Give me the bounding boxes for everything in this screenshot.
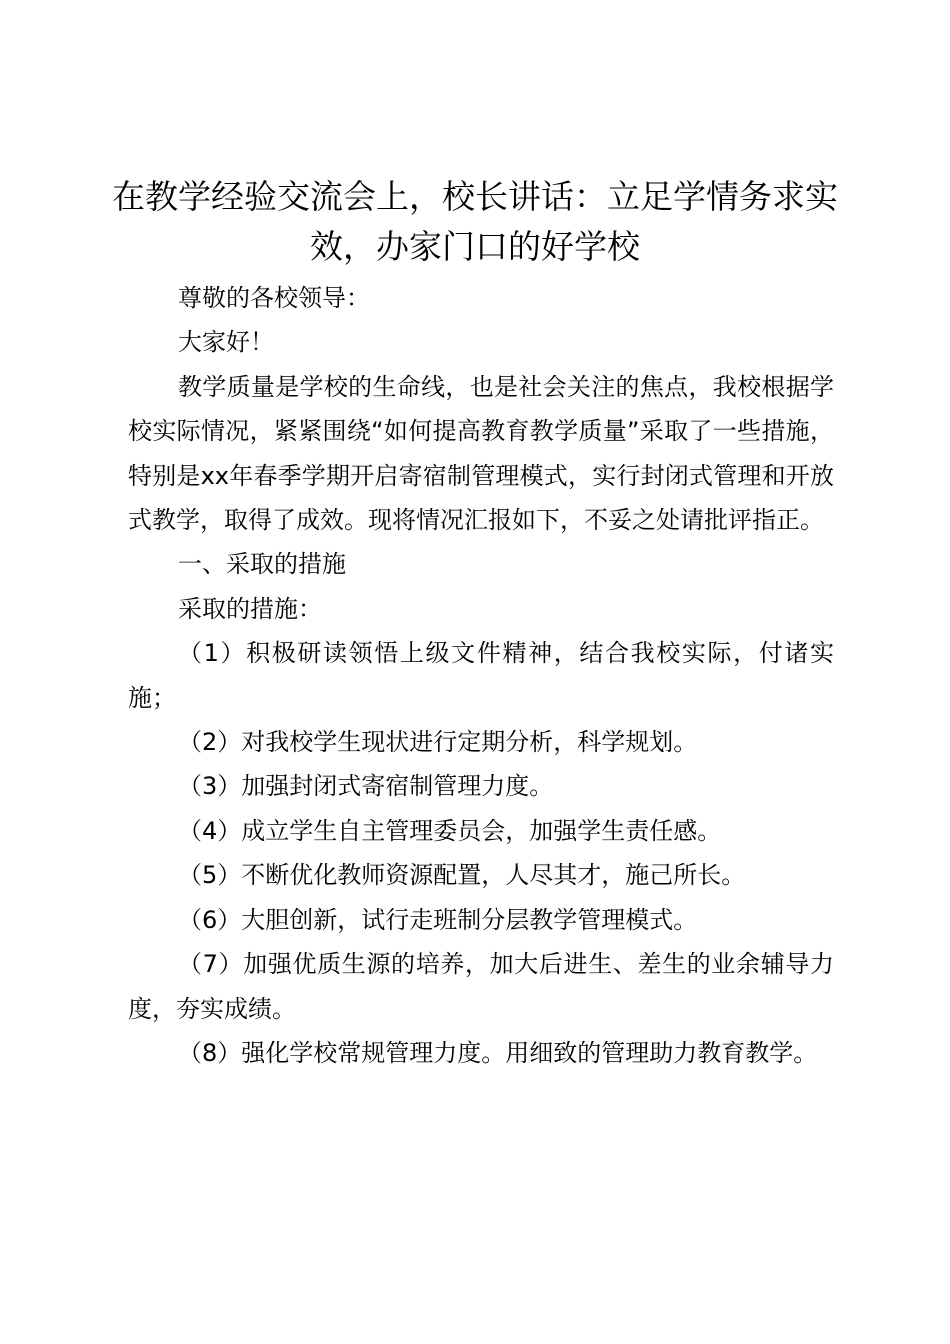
document-body xyxy=(128,276,834,1075)
measure-item: （7）加强优质生源的培养，加大后进生、差生的业余辅导力度，夯实成绩。 xyxy=(128,950,834,1023)
greeting: 大家好！ xyxy=(178,328,274,357)
salutation: 尊敬的各校领导： xyxy=(178,284,370,312)
measure-item: （1）积极研读领悟上级文件精神，结合我校实际，付诸实施； xyxy=(128,639,834,712)
measure-item: （2）对我校学生现状进行定期分析，科学规划。 xyxy=(178,728,698,757)
intro-paragraph: 教学质量是学校的生命线，也是社会关注的焦点，我校根据学校实际情况，紧紧围绕“如何提高教育教学质量”采取了一些措施，特别是xx年春季学期开启寄宿制管理模式，实行封闭式管理和开放式教学，取得了成效。现将情况汇报如下，不妥之处请批评指正。 xyxy=(128,372,834,535)
measure-item: （6）大胆创新，试行走班制分层教学管理模式。 xyxy=(178,905,698,934)
section-heading: 一、采取的措施 xyxy=(178,550,346,579)
document-title: 在教学经验交流会上，校长讲话：立足学情务求实效，办家门口的好学校 xyxy=(112,177,838,266)
measure-item: （3）加强封闭式寄宿制管理力度。 xyxy=(178,772,554,801)
measure-item: （5）不断优化教师资源配置，人尽其才，施己所长。 xyxy=(178,861,746,890)
measure-item: （4）成立学生自主管理委员会，加强学生责任感。 xyxy=(178,816,722,845)
measures-lead: 采取的措施： xyxy=(178,594,322,623)
measure-item: （8）强化学校常规管理力度。用细致的管理助力教育教学。 xyxy=(178,1038,818,1067)
